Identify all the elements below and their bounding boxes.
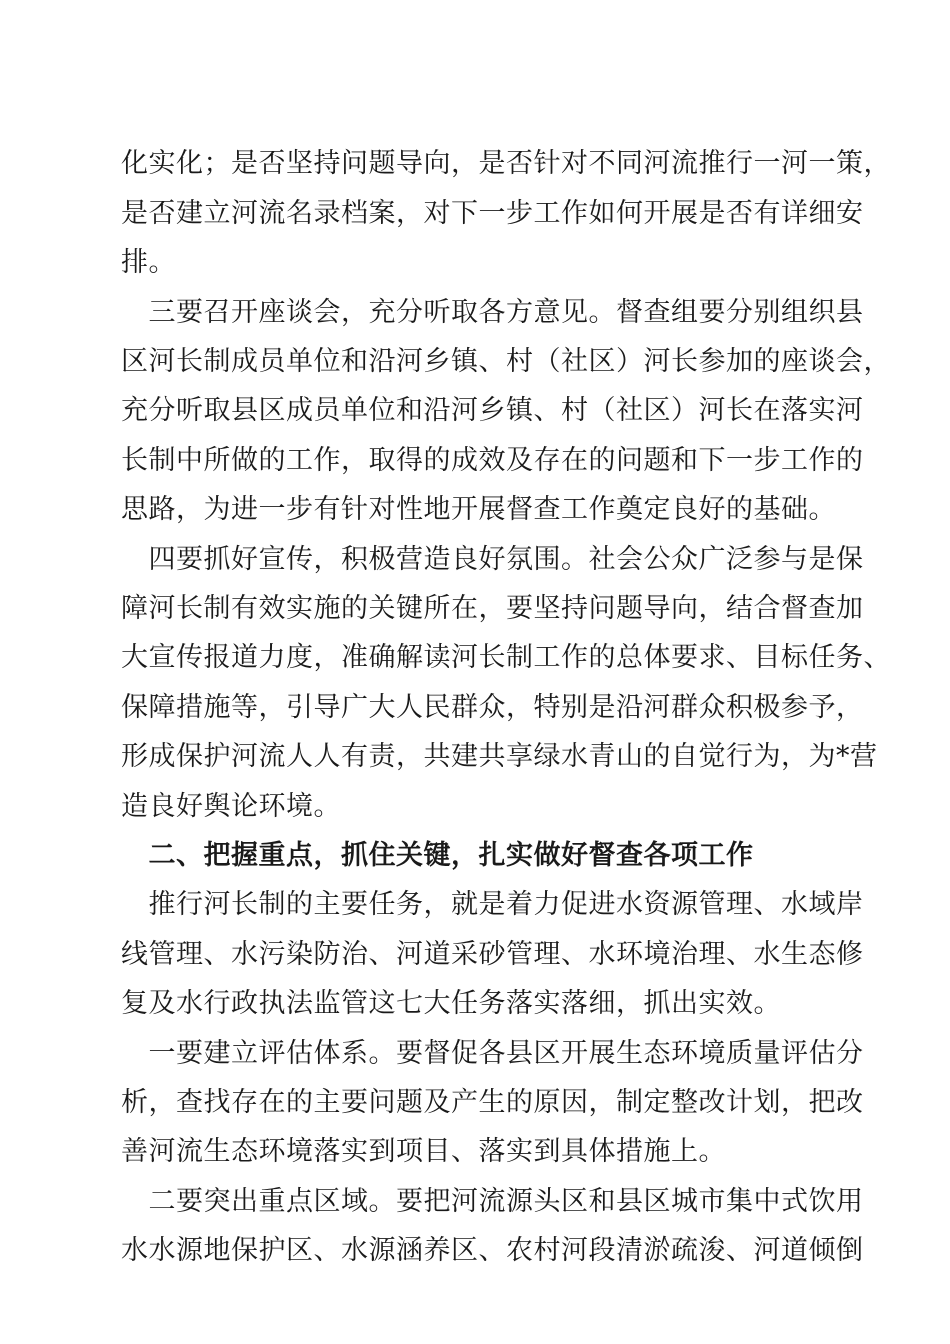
paragraph-start: 一要建立评估体系。要督促各县区开展生态环境质量评估分: [121, 1038, 864, 1069]
text-line: 障河长制有效实施的关键所在，要坚持问题导向，结合督查加: [121, 593, 864, 624]
text-line: 思路，为进一步有针对性地开展督查工作奠定良好的基础。: [121, 494, 836, 525]
text-line: 复及水行政执法监管这七大任务落实落细，抓出实效。: [121, 988, 781, 1019]
paragraph-start: 三要召开座谈会，充分听取各方意见。督查组要分别组织县: [121, 297, 864, 328]
text-line: 形成保护河流人人有责，共建共享绿水青山的自觉行为，为*营: [121, 741, 878, 772]
paragraph-start: 四要抓好宣传，积极营造良好氛围。社会公众广泛参与是保: [121, 544, 864, 575]
text-line: 线管理、水污染防治、河道采砂管理、水环境治理、水生态修: [121, 939, 864, 970]
text-line: 排。: [121, 247, 176, 278]
text-line: 是否建立河流名录档案，对下一步工作如何开展是否有详细安: [121, 198, 864, 229]
section-heading: 二、把握重点，抓住关键，扎实做好督查各项工作: [121, 840, 754, 871]
text-line: 析，查找存在的主要问题及产生的原因，制定整改计划，把改: [121, 1087, 864, 1118]
text-line: 区河长制成员单位和沿河乡镇、村（社区）河长参加的座谈会，: [121, 346, 891, 377]
text-line: 充分听取县区成员单位和沿河乡镇、村（社区）河长在落实河: [121, 395, 864, 426]
text-line: 大宣传报道力度，准确解读河长制工作的总体要求、目标任务、: [121, 642, 891, 673]
text-line: 化实化；是否坚持问题导向，是否针对不同河流推行一河一策，: [121, 148, 891, 179]
text-line: 保障措施等，引导广大人民群众，特别是沿河群众积极参予，: [121, 692, 864, 723]
text-line: 造良好舆论环境。: [121, 791, 341, 822]
text-line: 善河流生态环境落实到项目、落实到具体措施上。: [121, 1136, 726, 1167]
paragraph-start: 推行河长制的主要任务，就是着力促进水资源管理、水域岸: [121, 889, 864, 920]
text-line: 水水源地保护区、水源涵养区、农村河段清淤疏浚、河道倾倒: [121, 1235, 864, 1266]
paragraph-start: 二要突出重点区域。要把河流源头区和县区城市集中式饮用: [121, 1186, 864, 1217]
text-line: 长制中所做的工作，取得的成效及存在的问题和下一步工作的: [121, 445, 864, 476]
